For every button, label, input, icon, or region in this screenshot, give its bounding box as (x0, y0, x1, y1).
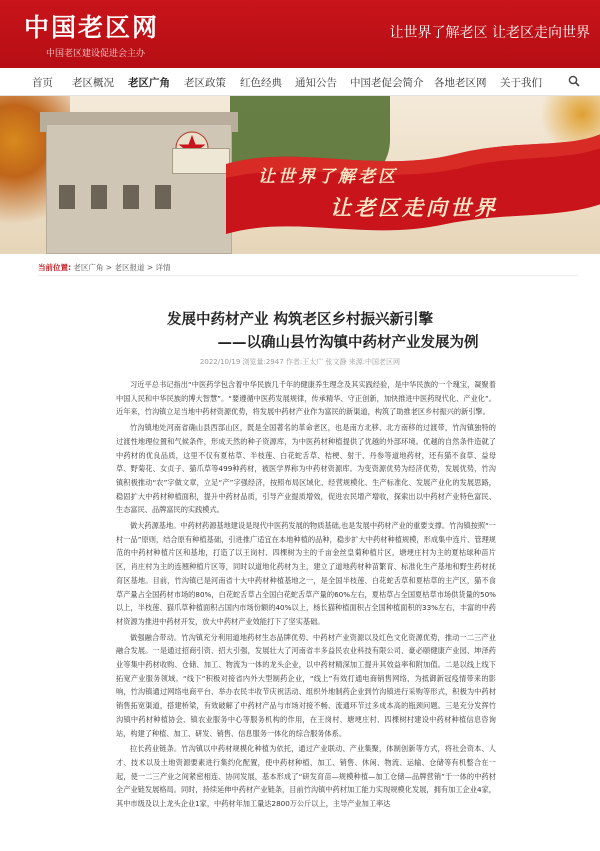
main-nav (0, 68, 600, 96)
nav-item-overview[interactable]: 老区概况 (72, 77, 114, 89)
site-logo[interactable]: 中国老区网 (24, 13, 160, 42)
nav-item-policy[interactable]: 老区政策 (184, 77, 226, 89)
article-paragraph: 做强融合带动。竹沟镇充分利用道地药材生态品牌优势、中药材产业资源以及红色文化资源优势，推动一二三产业融合发展。一是通过招商引资、招大引强，发展壮大了河南省丰多益民农业科技有限公司、豪必颐健康产业园、坤泽药业等集中药材收购、仓储、加工、物流为一体的龙头企业，以中药材精深加工提升其效益率和附加值。二是以线上线下拓宽产业服务领域。“线下”积极对接省内外大型制药企业，“线上”有效打通电商销售网络，为抵御新冠疫情带来的影响，竹沟镇通过网络电商平台、举办农民丰收节庆祝活动、组织外地制药企业到竹沟镇进行采购等形式，积极为中药材销售拓宽渠道，搭建桥梁，有效破解了中药材产品与市场对接不畅、流通环节过多成本高的瓶颈问题。三是充分发挥竹沟镇中药材种植协会、镇农业服务中心等服务机构的作用，在王岗村、塘埂庄村、四棵树村建设中药材种植信息咨询站，构建了种植、加工、研发、销售、信息服务一体化的综合服务体系。 (116, 632, 496, 738)
building-window (59, 185, 75, 209)
breadcrumb-label: 当前位置: (38, 263, 71, 272)
building-window (155, 185, 171, 209)
article-paragraph: 竹沟镇地处河南省确山县西部山区，既是全国著名的革命老区，也是南方北移、北方南移的过渡带，竹沟镇独特的过渡性地理位置和气候条件，形成天然的种子资源库，为中医药材种植提供了优越的外部环境。优越的自然条件造就了中药材的优良品质，这里不仅有夏枯草、半枝莲、白花蛇舌草、桔梗、射干、丹参等道地药材，还有猫不食草、益母草、野菊花、女贞子、猫爪草等499种药材，被医学界称为中药材资源库。为变资源优势为经济优势，发展优势，竹沟镇积极推动“农”字做文章，立足“产”字强经济，按照布局区域化、经营规模化、生产标准化、发展产业化的发展思路，稳固扩大中药材种植面积，提升中药材品质，引导产业提质增效，促进农民增产增收，探索出以中药材产业特色富民、生态富民、品牌富民的实践模式。 (116, 423, 496, 515)
article-subtitle: ——以确山县竹沟镇中药材产业发展为例 (217, 335, 479, 351)
article-paragraph: 习近平总书记指出“中医药学包含着中华民族几千年的健康养生理念及其实践经验，是中华民族的一个瑰宝，凝聚着中国人民和中华民族的博大智慧”。“要遵循中医药发展规律，传承精华、守正创新，加快推进中医药现代化、产业化”。近年来，竹沟镇立足当地中药材资源优势，将发展中药材产业作为富民的新渠道，构筑了助推老区乡村振兴的新引擎。 (116, 380, 496, 417)
historic-building-image (46, 124, 232, 254)
nav-item-red-classics[interactable]: 红色经典 (240, 77, 282, 89)
banner-slogan-line2: 让老区走向世界 (330, 195, 498, 220)
article-paragraph: 拉长药业链条。竹沟镇以中药材规模化种植为依托，通过产业联动、产业集聚，体制创新等方式，将社会资本、人才、技术以及土地资源要素进行集约化配置，使中药材种植、加工、销售、休闲、物流、运输、仓储等有机整合在一起，使一二三产业之间紧密相连、协同发展，基本形成了“研发育苗—规模种植—加工仓储—品牌营销”于一体的中药材全产业链发展格局。同时，持续延伸中药材产业链条，目前竹沟镇中药材加工能力实现规模化发展，拥有加工企业4家，其中市级及以上龙头企业1家，中药材年加工量达2800万公斤以上，主导产业加工率达 (116, 744, 496, 809)
article-meta: 2022/10/19 浏览量:2947 作者:王太广 张文静 来源:中国老区网 (199, 358, 401, 366)
building-window (123, 185, 139, 209)
nav-item-notices[interactable]: 通知公告 (295, 77, 337, 89)
nav-item-wide-angle[interactable]: 老区广角 (128, 77, 170, 89)
article-paragraph: 做大药源基地。中药材药源基地建设是现代中医药发展的物质基础,也是发展中药材产业的重要支撑。竹沟镇按照“一村一品”原则，结合原有种植基础，引进推广适宜在本地种植的品种，稳步扩大中药材种植规模，形成集中连片、管理规范的中药材种植片区和基地，打造了以王岗村、四棵树为主的千亩金丝皇菊种植片区，塘埂庄村为主的夏枯球种苗片区，肖庄村为主的连翘种植片区等，同时以道地化药材为主，建立了道地药材种苗繁育、标准化生产基地和野生药材抚育区基地。目前，竹沟镇已是河南省十大中药材种植基地之一，是全国半枝莲、白花蛇舌草和夏枯草的主产区，猫不食草产量占全国药材市场的80%，白花蛇舌草占全国白花蛇舌草产量的60%左右，夏枯草占全国夏枯草市场供货量的50%以上，半枝莲、猫爪草种植面积占国内市场份额的40%以上，杨长猫种植面积占全国种植面积的33%左右，丰富的中药材资源为推进中药材开发，放大中药材产业效能打下了坚实基础。 (116, 521, 496, 626)
nav-item-about-association[interactable]: 中国老促会简介 (350, 77, 424, 89)
banner-slogan-line1: 让世界了解老区 (258, 167, 398, 187)
breadcrumb (38, 262, 578, 276)
breadcrumb-path[interactable]: 老区广角 > 老区报道 > 详情 (73, 263, 171, 272)
hero-banner (0, 96, 600, 254)
nav-item-home[interactable]: 首页 (32, 77, 53, 89)
header-slogan: 让世界了解老区 让老区走向世界 (389, 25, 590, 41)
search-icon[interactable] (568, 75, 580, 87)
nav-item-about-us[interactable]: 关于我们 (500, 77, 542, 89)
site-logo-subtitle: 中国老区建设促进会主办 (46, 49, 146, 59)
site-header (0, 0, 600, 68)
article-title: 发展中药材产业 构筑老区乡村振兴新引擎 (166, 312, 434, 328)
building-window (91, 185, 107, 209)
article-body (116, 378, 496, 813)
nav-item-local-sites[interactable]: 各地老区网 (434, 77, 487, 89)
